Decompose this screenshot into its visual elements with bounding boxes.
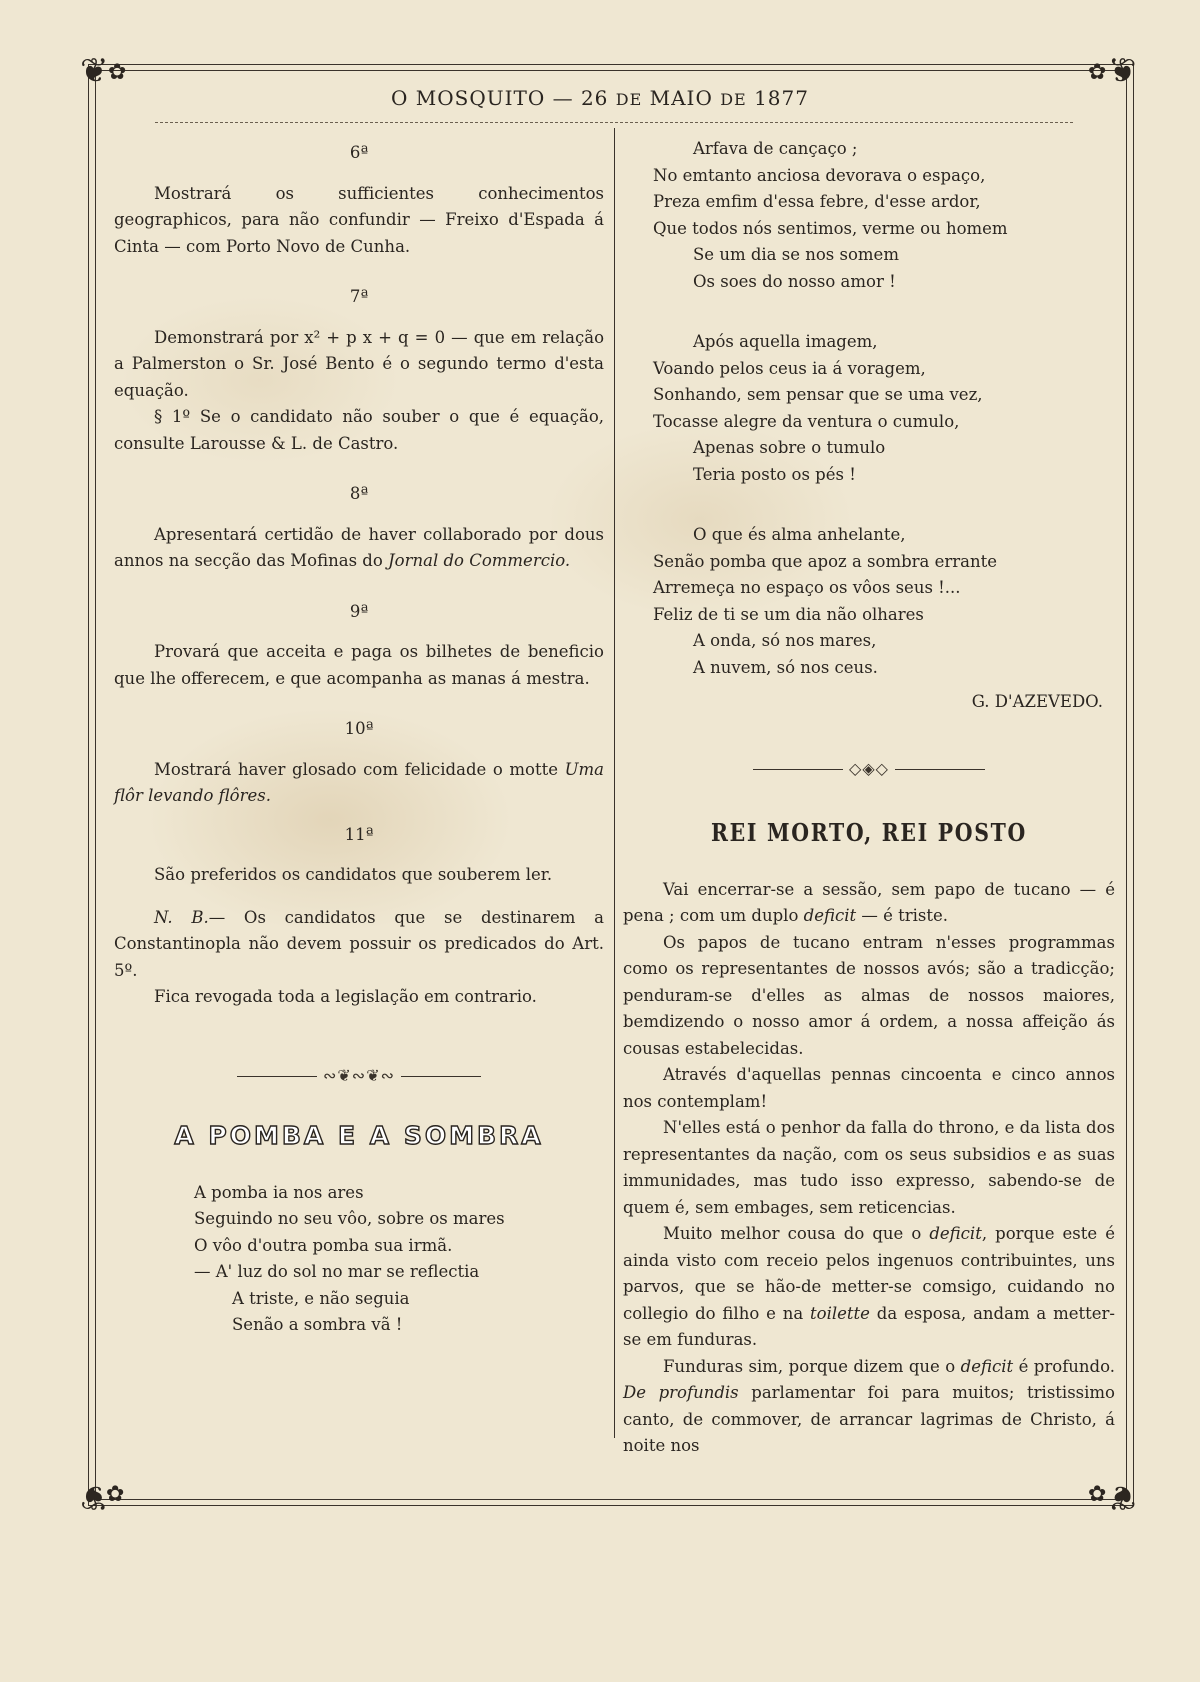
corner-ornament-top-right (1072, 48, 1152, 128)
section-text: Provará que acceita e paga os bilhetes de beneficio que lhe offerecem, e que acompanha as manas á mestra. (114, 642, 604, 688)
poem-line: No emtanto anciosa devorava o espaço, (653, 165, 986, 185)
poem-line: A onda, só nos mares, (693, 631, 877, 650)
poem-line: Seguindo no seu vôo, sobre os mares (194, 1209, 505, 1228)
right-column (623, 136, 1115, 1460)
scroll-ornament-icon: ❦ (1108, 51, 1137, 91)
poem-stanza (623, 522, 1115, 681)
poem-line: O vôo d'outra pomba sua irmã. (194, 1235, 453, 1255)
poem-line: — A' luz do sol no mar se reflectia (194, 1262, 480, 1281)
poem-line: Os soes do nosso amor ! (693, 271, 896, 291)
poem-line: Senão pomba que apoz a sombra errante (653, 551, 998, 571)
header-day: 26 (580, 86, 609, 110)
header-rule (155, 122, 1073, 127)
scroll-ornament-icon: ❦ (80, 1477, 109, 1517)
poem-line: Que todos nós sentimos, verme ou homem (653, 218, 1008, 238)
poem-line: Apenas sobre o tumulo (693, 438, 886, 457)
corner-ornament-bottom-left (78, 1444, 158, 1524)
masthead-title: O MOSQUITO (391, 86, 546, 110)
poem-line: Voando pelos ceus ia á voragem, (653, 358, 926, 378)
section-text: Mostrará os sufficientes conhecimentos geographicos, para não confundir — Freixo d'Espada á Cinta — com Porto Novo de Cunha. (114, 183, 604, 256)
poem-stanza (623, 136, 1115, 295)
article-paragraph: Os papos de tucano entram n'esses programmas como os representantes de nossos avós; são a tradicção; penduram-se d'elles as almas de nossos maiores, bemdizendo o nosso amor á ordem, a nossa affeição ás cousas estabelecidas. (623, 932, 1115, 1058)
flower-ornament-icon: ✿ (106, 1482, 125, 1507)
poem-line: Tocasse alegre da ventura o cumulo, (653, 411, 960, 431)
poem-stanza (623, 329, 1115, 488)
closing-line: Fica revogada toda a legislação em contrario. (154, 987, 537, 1006)
poem-line: Sonhando, sem pensar que se uma vez, (653, 385, 983, 404)
header-year: 1877 (754, 86, 809, 110)
scroll-ornament-icon: ❦ (1108, 1477, 1137, 1517)
section-note: § 1º Se o candidato não souber o que é equação, consulte Larousse & L. de Castro. (114, 407, 604, 453)
poem-line: O que és alma anhelante, (693, 525, 906, 544)
poem-line: Teria posto os pés ! (693, 464, 856, 484)
poem-title: A POMBA E A SOMBRA (174, 1121, 544, 1150)
article-paragraph: Vai encerrar-se a sessão, sem papo de tucano — é pena ; com um duplo deficit — é triste. (623, 879, 1115, 925)
article-paragraph: Funduras sim, porque dizem que o deficit é profundo. De profundis parlamentar foi para muitos; tristissimo canto, de commover, de arrancar lagrimas de Christo, á noite nos (623, 1356, 1115, 1455)
poem-line: Preza emfim d'essa febre, d'esse ardor, (653, 192, 981, 211)
section-text: Apresentará certidão de haver collaborado por dous annos na secção das Mofinas do Jornal do Commercio. (114, 524, 604, 570)
article-paragraph: Através d'aquellas pennas cincoenta e cinco annos nos contemplam! (623, 1065, 1115, 1111)
section-number: 10ª (344, 719, 374, 738)
poem-stanza (114, 1180, 604, 1339)
poem-line: Se um dia se nos somem (693, 245, 899, 264)
poem-line: A pomba ia nos ares (194, 1182, 364, 1202)
poem-line: A nuvem, só nos ceus. (693, 657, 878, 677)
header-dash: — (552, 86, 574, 110)
article-title: REI MORTO, REI POSTO (710, 818, 1027, 847)
poem-line: Feliz de ti se um dia não olhares (653, 604, 924, 624)
section-text: Demonstrará por x² + p x + q = 0 — que em relação a Palmerston o Sr. José Bento é o segundo termo d'esta equação. (114, 327, 604, 400)
flower-ornament-icon: ✿ (108, 60, 127, 85)
section-number: 9ª (349, 601, 369, 621)
article-paragraph: Muito melhor cousa do que o deficit, porque este é ainda visto com receio pelos ingenuos contribuintes, uns parvos, que se hão-de metter-se comsigo, cuidando no collegio do filho e na toilette da esposa, andam a metter-se em funduras. (623, 1224, 1115, 1349)
poem-line: Arremeça no espaço os vôos seus !... (653, 578, 961, 597)
poem-line: Após aquella imagem, (693, 332, 878, 351)
article-paragraph: N'elles está o penhor da falla do throno, e da lista dos representantes da nação, com os seus subsidios e as suas immunidades, mas tudo isso expresso, sabendo-se de quem é, sem embages, sem reticencias. (623, 1118, 1115, 1217)
flower-ornament-icon: ✿ (1088, 60, 1107, 85)
poem-line: Senão a sombra vã ! (232, 1315, 403, 1334)
section-text: Mostrará haver glosado com felicidade o motte Uma flôr levando flôres. (114, 759, 604, 805)
left-column (114, 136, 604, 1339)
section-number: 11ª (344, 824, 374, 844)
poem-signature: G. D'AZEVEDO. (971, 692, 1103, 711)
section-number: 8ª (349, 484, 369, 503)
header-de: DE (615, 90, 643, 109)
poem-line: Arfava de cançaço ; (693, 139, 858, 158)
column-divider (614, 128, 615, 1438)
flower-ornament-icon: ✿ (1088, 1482, 1107, 1507)
section-text: São preferidos os candidatos que souberem ler. (154, 865, 553, 884)
page-header (140, 86, 1060, 118)
scroll-ornament-icon: ❦ (80, 51, 109, 91)
nota-bene: N. B.— Os candidatos que se destinarem a Constantinopla não devem possuir os predicados do Art. 5º. (114, 907, 604, 980)
section-divider-ornament: ◇◈◇ (623, 756, 1115, 783)
header-de: DE (720, 90, 747, 109)
section-number: 7ª (349, 287, 369, 306)
header-month: MAIO (649, 86, 713, 110)
section-number: 6ª (349, 143, 369, 162)
poem-line: A triste, e não seguia (232, 1288, 410, 1308)
section-divider-ornament: ∾❦∾❦∾ (114, 1063, 604, 1090)
